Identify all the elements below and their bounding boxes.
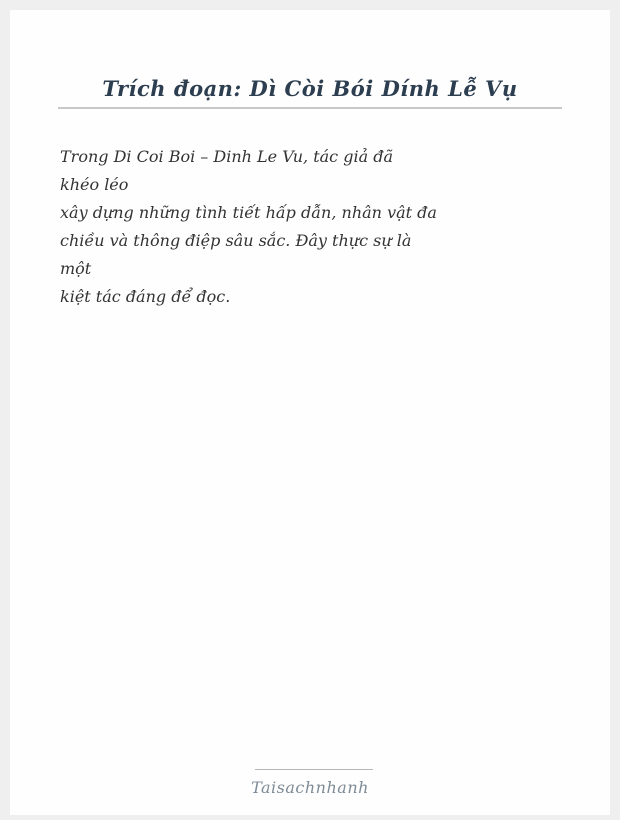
- excerpt-line: khéo léo: [60, 175, 129, 194]
- title-divider: [58, 107, 562, 109]
- excerpt-line: Trong Di Coi Boi – Dinh Le Vu, tác giả đã: [60, 147, 393, 166]
- excerpt-line: kiệt tác đáng để đọc.: [60, 287, 231, 306]
- excerpt-line: chiều và thông điệp sâu sắc. Đây thực sự là: [60, 231, 412, 250]
- footer-brand: Taisachnhanh: [251, 778, 369, 797]
- document-page: [10, 10, 610, 815]
- excerpt-line: một: [60, 259, 92, 278]
- page-title: Trích đoạn: Dì Còi Bói Dính Lễ Vụ: [102, 76, 518, 101]
- excerpt-line: xây dựng những tình tiết hấp dẫn, nhân vật đa: [60, 203, 437, 222]
- excerpt-paragraph: [60, 143, 560, 311]
- footer-divider: [255, 769, 373, 770]
